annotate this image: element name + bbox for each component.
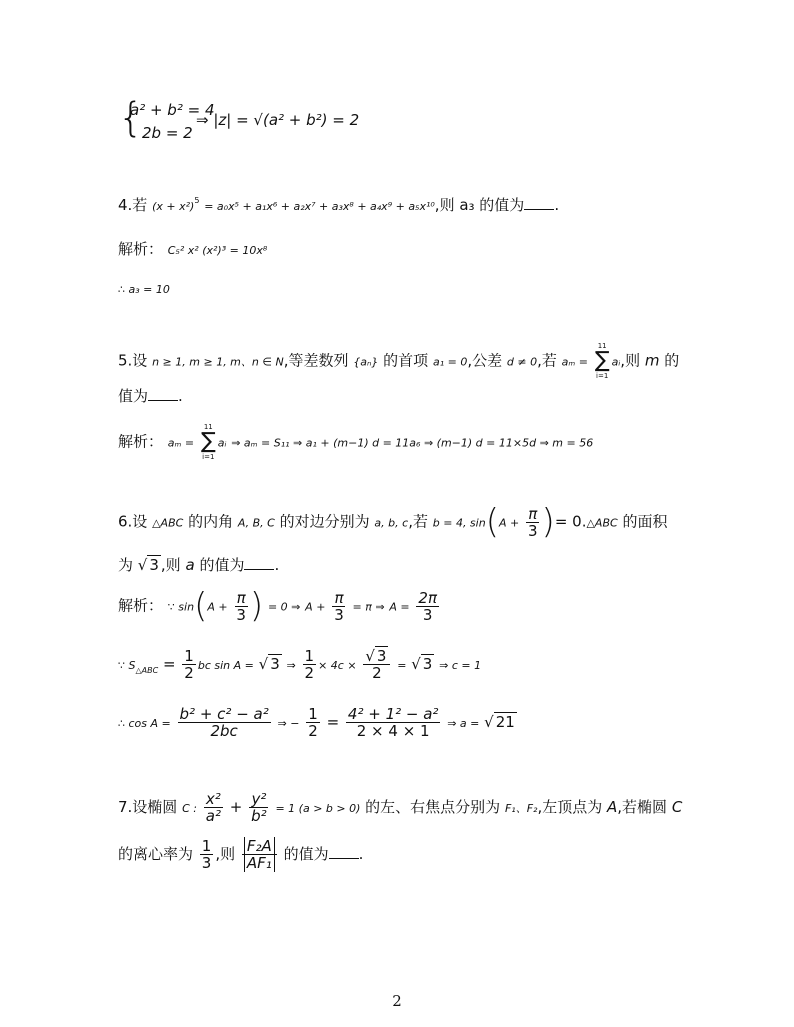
q7-C: C <box>671 798 683 816</box>
q4-expr-right: = a₀x⁵ + a₁x⁶ + a₂x⁷ + a₃x⁸ + a₄x⁹ + a₅x¹⁰ <box>204 200 435 213</box>
question-4 <box>118 194 559 215</box>
analysis-label: 解析： <box>118 240 164 258</box>
pi-over-3 <box>332 590 346 623</box>
q6-because: ∵ sin <box>167 600 195 614</box>
pi: π <box>334 588 344 607</box>
af1: AF₁ <box>244 854 275 872</box>
two-pi: 2π <box>418 588 437 607</box>
answer-blank <box>329 846 359 859</box>
question-5-line2 <box>118 385 183 406</box>
q5-am: aₘ = <box>561 355 588 369</box>
q4-exp: 5 <box>194 196 200 205</box>
q5-ai: aᵢ <box>611 355 621 369</box>
q7-eq: = 1 (a > b > 0) <box>275 802 361 815</box>
q7-A: A <box>607 798 618 816</box>
three: 3 <box>528 521 538 540</box>
q4-end: . <box>554 196 560 214</box>
three: 3 <box>334 605 344 624</box>
sum-top: 11 <box>597 342 607 350</box>
one: 1 <box>184 647 194 665</box>
q5-text5: ,则 <box>620 351 641 370</box>
area-end: = <box>397 659 407 672</box>
q4-expr-left: (x + x²) <box>152 200 195 213</box>
half <box>303 648 317 681</box>
pi-over-3 <box>234 590 248 623</box>
two: 2 <box>304 664 315 682</box>
one: 1 <box>304 647 315 665</box>
left-paren: ( <box>194 586 208 626</box>
three: 3 <box>236 605 246 624</box>
q6-sides: a, b, c <box>374 516 409 530</box>
three: 3 <box>201 854 212 872</box>
eq1-text: a² + b² = 4 <box>130 101 215 119</box>
q6-text1: 的内角 <box>188 512 234 531</box>
q6-text2: 的对边分别为 <box>279 512 370 531</box>
q6-text3: ,若 <box>408 512 428 531</box>
q6-aplus: A + <box>498 516 520 530</box>
q6-cos: ∴ cos A = $\frac{\text{b² + c² − a²}}{2bc}$ ⇒ − $\frac{1}{2}$ = $\frac{\text{4² + 1² − a²}}{2 \times 4 \times 1}$ ⇒ a = √ 21 <box>118 705 515 740</box>
one: 1 <box>201 837 212 855</box>
q6-text4: 的面积 <box>622 512 668 531</box>
q4-analysis <box>118 238 267 259</box>
a2: a² <box>205 807 221 825</box>
cos-num2: 4² + 1² − a² <box>347 705 439 723</box>
analysis-label: 解析： <box>118 596 164 615</box>
cos-label: ∴ cos A = <box>118 717 171 730</box>
q6-line2c: 的值为 <box>199 556 245 574</box>
pi-over-3 <box>526 506 540 539</box>
q7-foci: F₁、F₂ <box>504 802 538 815</box>
q5-a1: a₁ = 0 <box>432 355 468 369</box>
q4-label: 4.若 <box>118 196 148 214</box>
question-6-line2: 为 √ 3 ,则 a 的值为 . <box>118 556 280 574</box>
cos-mid: ⇒ − <box>277 717 300 730</box>
sqrt3: 3 <box>270 655 280 673</box>
cos-frac2 <box>346 706 441 739</box>
q7-line2b: ,则 <box>215 845 236 863</box>
answer-blank <box>524 197 554 210</box>
q6-a: a <box>185 556 195 574</box>
area-mid2: ⇒ <box>286 659 296 672</box>
half <box>182 648 196 681</box>
q6-end: . <box>274 556 280 574</box>
sqrt3-over-2: $\frac{√ 3}{2}$ <box>363 648 390 681</box>
q5-text2: 的首项 <box>383 351 429 370</box>
system-eq2 <box>142 124 193 142</box>
three: 3 <box>422 605 433 624</box>
sum-symbol <box>595 342 610 380</box>
q7-end: . <box>358 845 364 863</box>
area-label: ∵ S <box>118 659 136 672</box>
page-number: 2 <box>392 992 402 1010</box>
right-paren: ) <box>249 586 264 626</box>
two: 2 <box>372 664 382 682</box>
question-5 <box>118 342 679 380</box>
result-text: ⇒ |z| = √(a² + b²) = 2 <box>196 111 360 129</box>
q6-angles: A, B, C <box>237 516 275 530</box>
q7-text2: ,左顶点为 <box>537 798 603 816</box>
q5-text4: ,若 <box>537 351 557 370</box>
question-6 <box>118 502 668 542</box>
q5-analysis <box>118 423 593 461</box>
question-7 <box>118 791 682 824</box>
q6-eq0: = 0. <box>554 512 587 531</box>
pi: π <box>236 588 246 607</box>
q6-aplus2: A + <box>207 600 228 614</box>
sum-top: 11 <box>203 423 213 431</box>
q6-step2: = π ⇒ <box>352 600 385 614</box>
plus: + <box>229 798 243 816</box>
one: 1 <box>308 705 318 723</box>
half <box>306 706 320 739</box>
sigma-glyph: ∑ <box>200 429 216 454</box>
q5-seq: {aₙ} <box>353 355 379 369</box>
q4-conclusion <box>118 279 170 297</box>
q6-aeq: A = <box>389 600 410 614</box>
q6-line2a: 为 <box>118 556 134 574</box>
q7-text3: ,若椭圆 <box>617 798 668 816</box>
ratio-frac <box>242 838 277 871</box>
y2: y² <box>251 790 267 808</box>
eq2-text: 2b = 2 <box>142 124 193 142</box>
sum-symbol <box>201 423 216 461</box>
q5-d: d ≠ 0 <box>506 355 538 369</box>
q5-ai2: aᵢ <box>217 436 227 450</box>
two: 2 <box>184 664 194 682</box>
left-brace: { <box>118 95 144 141</box>
q6-analysis <box>118 586 441 626</box>
cos-den2: 2 × 4 × 1 <box>356 722 430 740</box>
q5-am2: aₘ = <box>167 436 195 450</box>
q4-tail: ,则 a₃ 的值为 <box>434 196 525 214</box>
cos-num: b² + c² − a² <box>179 705 269 723</box>
sqrt3: 3 <box>149 556 159 574</box>
answer-blank <box>148 388 178 401</box>
area-mid: bc sin A = <box>197 659 254 672</box>
f2a: F₂A <box>244 837 275 855</box>
q6-step1: = 0 ⇒ <box>267 600 301 614</box>
answer-blank <box>244 557 274 570</box>
q7-c: C : <box>182 802 197 815</box>
two: 2 <box>308 722 318 740</box>
q5-cond: n ≥ 1, m ≥ 1, m、n ∈ N <box>152 355 284 369</box>
q6-tri: △ABC <box>152 516 184 530</box>
area-sub: △ABC <box>135 666 159 675</box>
sum-bot: i=1 <box>202 453 215 461</box>
q7-line2a: 的离心率为 <box>118 845 194 863</box>
q5-line2: 值为 <box>118 387 149 405</box>
q7-text1: 的左、右焦点分别为 <box>365 798 501 816</box>
q4-analysis-text: C₅² x² (x²)³ = 10x⁸ <box>167 244 268 257</box>
one-third <box>200 838 214 871</box>
q7-label: 7.设椭圆 <box>118 798 178 816</box>
left-paren: ( <box>485 502 499 542</box>
area-final: ⇒ c = 1 <box>439 659 482 672</box>
question-7-line2 <box>118 838 363 871</box>
area-mid3: × 4c × <box>318 659 357 672</box>
q5-end: . <box>178 387 183 405</box>
q6-label: 6.设 <box>118 512 148 531</box>
q6-tri2: △ABC <box>586 516 618 530</box>
q7-line2c: 的值为 <box>283 845 329 863</box>
q5-m: m <box>644 351 660 370</box>
q5-text3: ,公差 <box>467 351 503 370</box>
cos-frac <box>178 706 271 739</box>
cos-den: 2bc <box>210 722 238 740</box>
two-pi-over-3 <box>416 590 439 623</box>
pi: π <box>528 504 538 523</box>
q4-conclusion-text: ∴ a₃ = 10 <box>118 283 170 296</box>
sqrt21: 21 <box>495 713 515 731</box>
q5-text1: ,等差数列 <box>283 351 349 370</box>
analysis-label: 解析： <box>118 432 164 451</box>
q6-area: ∵ $S_{\triangle ABC}$ = $\frac{1}{2}$ bc sin A = √ 3 ⇒ $\frac{1}{2}$ × 4c × $\frac{√ 3}{2}$ = √ 3 ⇒ c = 1 <box>118 647 482 682</box>
right-paren: ) <box>541 502 555 542</box>
x2: x² <box>205 790 221 808</box>
x2-over-a2 <box>204 791 223 824</box>
sigma-glyph: ∑ <box>594 348 610 373</box>
sum-bot: i=1 <box>596 372 609 380</box>
y2-over-b2 <box>249 791 269 824</box>
system-result <box>196 111 359 129</box>
q5-analysis-rest: ⇒ aₘ = S₁₁ ⇒ a₁ + (m−1) d = 11a₆ ⇒ (m−1) d = 11×5d ⇒ m = 56 <box>231 436 594 450</box>
b2: b² <box>251 807 267 825</box>
sqrt3: 3 <box>422 655 433 673</box>
q6-aplus3: A + <box>305 600 326 614</box>
q5-text6: 的 <box>664 351 680 370</box>
sqrt3: 3 <box>376 647 387 665</box>
q6-b: b = 4, sin <box>432 516 486 530</box>
q6-line2b: ,则 <box>160 556 181 574</box>
q5-label: 5.设 <box>118 351 148 370</box>
cos-end: ⇒ a = <box>447 717 480 730</box>
